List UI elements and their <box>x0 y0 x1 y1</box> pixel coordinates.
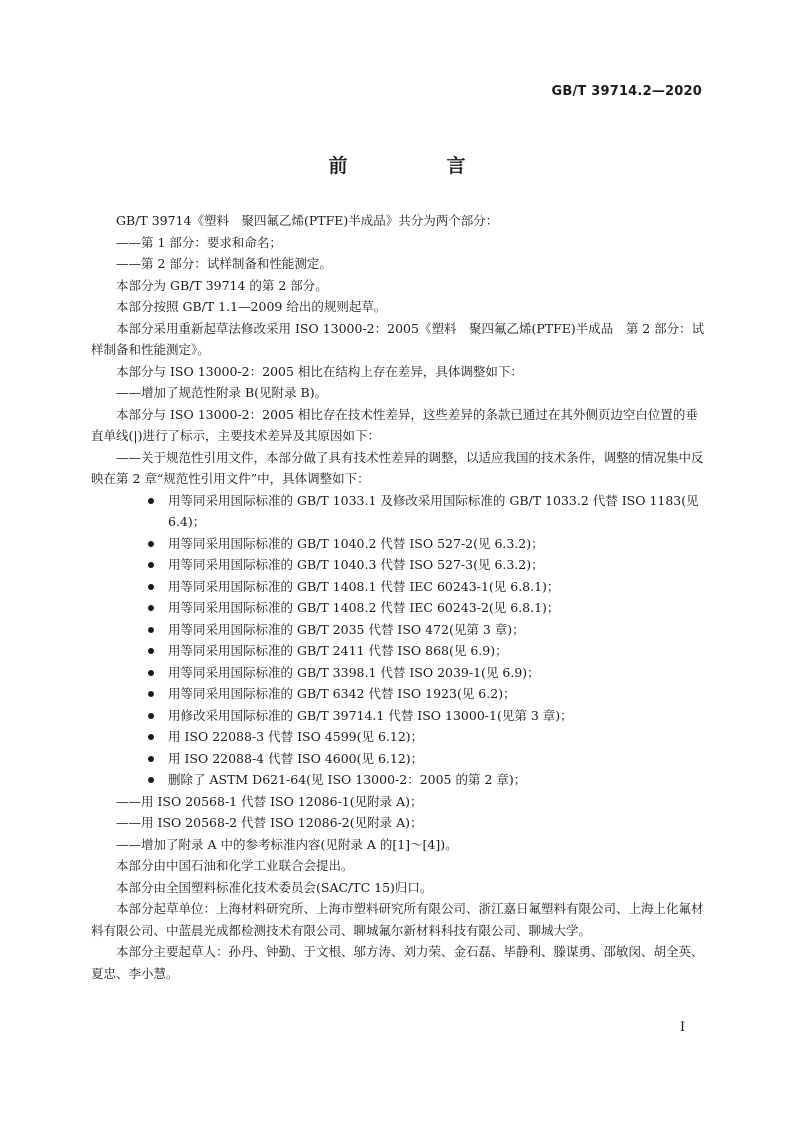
bullet-text: 用等同采用国际标准的 GB/T 1408.1 代替 IEC 60243-1(见 6.8.1)； <box>168 578 560 594</box>
bullet-icon <box>148 498 154 504</box>
list-item: ——关于规范性引用文件，本部分做了具有技术性差异的调整，以适应我国的技术条件，调整的情况集中反映在第 2 章“规范性引用文件”中，具体调整如下： <box>91 449 704 486</box>
list-item: ——第 2 部分：试样制备和性能测定。 <box>116 256 332 271</box>
bullet-icon <box>148 605 154 611</box>
paragraph: 本部分采用重新起草法修改采用 ISO 13000-2：2005《塑料 聚四氟乙烯(PTFE)半成品 第 2 部分：试样制备和性能测定》。 <box>91 320 705 357</box>
list-item: ——用 ISO 20568-1 代替 ISO 12086-1(见附录 A)； <box>116 793 423 809</box>
bullet-text: 用等同采用国际标准的 GB/T 1033.1 及修改采用国际标准的 GB/T 1033.2 代替 ISO 1183(见 6.4)； <box>168 492 699 529</box>
bullet-icon <box>148 541 154 547</box>
bullet-text: 用 ISO 22088-4 代替 ISO 4600(见 6.12)； <box>168 750 424 766</box>
bullet-item <box>91 705 705 727</box>
bullet-item <box>91 490 705 533</box>
standard-number: GB/T 39714.2—2020 <box>551 84 702 99</box>
bullet-item <box>91 597 705 619</box>
bullet-item <box>91 662 705 684</box>
bullet-item <box>91 683 705 705</box>
bullet-text: 用等同采用国际标准的 GB/T 1408.2 代替 IEC 60243-2(见 6.8.1)； <box>168 600 560 615</box>
list-item: ——增加了规范性附录 B(见附录 B)。 <box>116 385 328 400</box>
bullet-text: 用 ISO 22088-3 代替 ISO 4599(见 6.12)； <box>168 729 424 744</box>
paragraph: 本部分由全国塑料标准化技术委员会(SAC/TC 15)归口。 <box>116 879 433 895</box>
list-item: ——用 ISO 20568-2 代替 ISO 12086-2(见附录 A)； <box>116 815 423 830</box>
bullet-icon <box>148 648 154 654</box>
bullet-icon <box>148 670 154 676</box>
bullet-text: 用等同采用国际标准的 GB/T 1040.2 代替 ISO 527-2(见 6.3.2)； <box>168 535 544 551</box>
bullet-icon <box>148 691 154 697</box>
bullet-item <box>91 748 705 770</box>
bullet-item <box>91 619 705 641</box>
bullet-item <box>91 640 705 662</box>
list-item: ——增加了附录 A 中的参考标准内容(见附录 A 的[1]～[4])。 <box>116 836 458 852</box>
paragraph: GB/T 39714《塑料 聚四氟乙烯(PTFE)半成品》共分为两个部分： <box>116 213 499 228</box>
bullet-item <box>91 554 705 576</box>
bullet-text: 用修改采用国际标准的 GB/T 39714.1 代替 ISO 13000-1(见第 3 章)； <box>168 707 573 723</box>
bullet-text: 用等同采用国际标准的 GB/T 6342 代替 ISO 1923(见 6.2)； <box>168 686 516 701</box>
paragraph: 本部分起草单位：上海材料研究所、上海市塑料研究所有限公司、浙江嘉日氟塑料有限公司、上海上化氟材料有限公司、中蓝晨光成都检测技术有限公司、聊城氟尔新材料科技有限公司、聊城大学。 <box>91 901 704 938</box>
bullet-item <box>91 726 705 748</box>
bullet-text: 删除了 ASTM D621-64(见 ISO 13000-2：2005 的第 2 章)； <box>168 772 527 787</box>
paragraph: 本部分主要起草人：孙丹、钟勤、于文根、邬方涛、刘力荣、金石磊、毕静利、滕谋勇、邵敏闵、胡全英、夏忠、李小慧。 <box>91 944 704 981</box>
bullet-icon <box>148 777 154 783</box>
bullet-text: 用等同采用国际标准的 GB/T 3398.1 代替 ISO 2039-1(见 6.9)； <box>168 664 540 680</box>
bullet-icon <box>148 627 154 633</box>
bullet-icon <box>148 756 154 762</box>
bullet-text: 用等同采用国际标准的 GB/T 2411 代替 ISO 868(见 6.9)； <box>168 643 508 658</box>
paragraph: 本部分按照 GB/T 1.1—2009 给出的规则起草。 <box>116 299 387 314</box>
paragraph: 本部分与 ISO 13000-2：2005 相比存在技术性差异，这些差异的条款已通过在其外侧页边空白位置的垂直单线(|)进行了标示，主要技术差异及其原因如下： <box>91 406 698 443</box>
bullet-icon <box>148 584 154 590</box>
bullet-item <box>91 576 705 598</box>
paragraph: 本部分与 ISO 13000-2：2005 相比在结构上存在差异，具体调整如下： <box>116 363 523 379</box>
bullet-item <box>91 533 705 555</box>
bullet-icon <box>148 734 154 740</box>
page-title: 前 言 <box>328 155 506 177</box>
bullet-item <box>91 769 705 791</box>
bullet-text: 用等同采用国际标准的 GB/T 2035 代替 ISO 472(见第 3 章)； <box>168 621 525 637</box>
paragraph: 本部分由中国石油和化学工业联合会提出。 <box>116 858 354 873</box>
bullet-icon <box>148 562 154 568</box>
list-item: ——第 1 部分：要求和命名； <box>116 234 282 250</box>
bullet-icon <box>148 713 154 719</box>
foreword-body <box>91 210 705 984</box>
bullet-text: 用等同采用国际标准的 GB/T 1040.3 代替 ISO 527-3(见 6.3.2)； <box>168 557 544 572</box>
paragraph: 本部分为 GB/T 39714 的第 2 部分。 <box>116 277 328 293</box>
page-number: I <box>680 1020 686 1035</box>
